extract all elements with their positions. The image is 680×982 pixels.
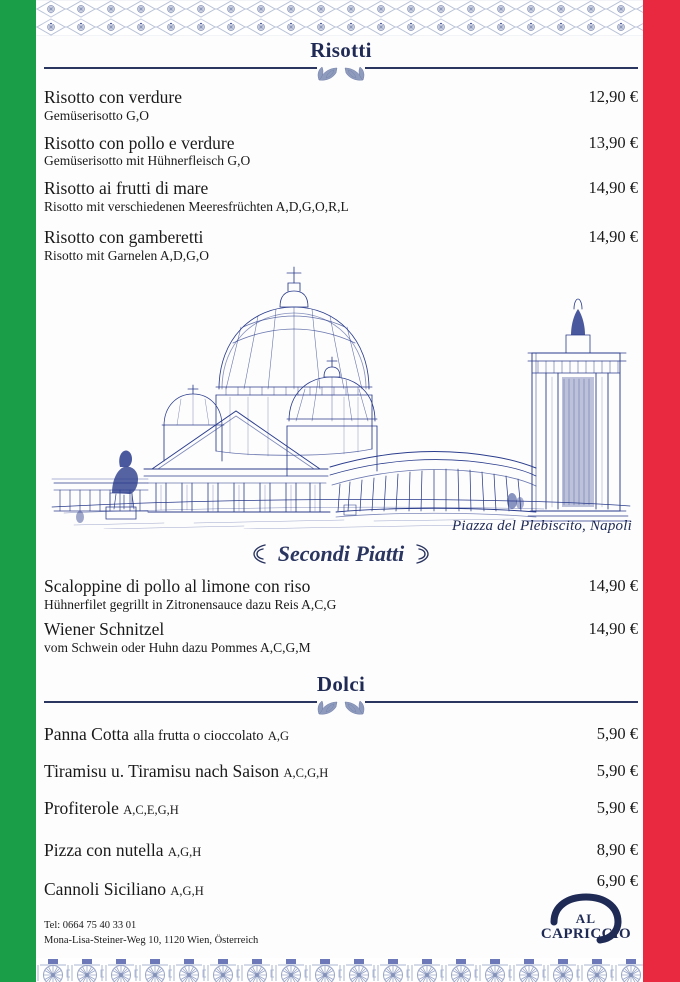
dish-title: Panna Cotta: [44, 723, 130, 744]
section-divider-dolci: [44, 698, 638, 718]
al-capriccio-logo-icon: [534, 892, 638, 948]
dish-name: [44, 724, 550, 746]
dish-name: [44, 761, 550, 783]
menu-item-row[interactable]: [44, 798, 638, 820]
flourish-left-icon: [251, 542, 269, 566]
dish-name: Risotto con pollo e verdure: [44, 132, 235, 153]
dish-name: Risotto ai frutti di mare: [44, 177, 209, 198]
contact-info: [44, 918, 258, 948]
dish-price: 14,90 €: [588, 177, 638, 197]
divider-line-left: [44, 67, 317, 69]
basilica-engraving-icon: [44, 261, 638, 529]
dish-allergens: A,C,G,H: [283, 765, 329, 780]
section-title-risotti: Risotti: [310, 38, 372, 62]
menu-list-risotti: [44, 87, 638, 265]
menu-item-row[interactable]: [44, 576, 638, 613]
section-header-risotti: [44, 38, 638, 84]
leaf-ornament-icon: [296, 696, 386, 722]
dish-price: 14,90 €: [588, 619, 638, 639]
phone-number[interactable]: Tel: 0664 75 40 33 01: [44, 919, 137, 931]
dish-name: Scaloppine di pollo al limone con riso: [44, 575, 311, 596]
red-flag-stripe: [643, 0, 680, 982]
dish-allergens: A,G,H: [170, 883, 204, 898]
flourish-right-icon: [413, 542, 431, 566]
dish-title: Profiterole: [44, 797, 119, 818]
dish-title: Cannoli Siciliano: [44, 878, 167, 899]
divider-line-right: [365, 701, 638, 703]
dish-allergens: A,G: [267, 728, 290, 743]
dish-name: [44, 840, 550, 862]
dish-allergens: A,C,E,G,H: [123, 802, 179, 817]
menu-content: [44, 36, 638, 901]
dish-allergens: A,G,H: [167, 844, 202, 859]
bottom-ornamental-border: [36, 958, 643, 982]
divider-line-left: [44, 701, 317, 703]
piazza-illustration: [44, 261, 638, 533]
dish-price: 12,90 €: [588, 87, 638, 107]
dish-price: 5,90 €: [596, 797, 638, 817]
dish-price: 8,90 €: [596, 839, 638, 859]
dish-name: [44, 798, 550, 820]
dish-description: Gemüserisotto G,O: [44, 107, 149, 123]
menu-item-row[interactable]: [44, 227, 638, 264]
dish-title: Pizza con nutella: [44, 839, 164, 860]
dish-name: Risotto con verdure: [44, 87, 183, 108]
dish-price: 5,90 €: [596, 723, 638, 743]
menu-item-row[interactable]: [44, 619, 638, 656]
dish-price: 14,90 €: [588, 227, 638, 247]
dish-name: Risotto con gamberetti: [44, 227, 204, 248]
restaurant-logo: [534, 892, 638, 948]
menu-item-row[interactable]: [44, 724, 638, 746]
dish-price: 14,90 €: [588, 575, 638, 595]
green-flag-stripe: [0, 0, 36, 982]
top-ornamental-border: [36, 0, 643, 36]
section-header-secondi-piatti: [44, 541, 638, 567]
divider-line-right: [365, 67, 638, 69]
logo-text-al: AL: [575, 911, 597, 926]
menu-list-dolci: [44, 724, 638, 901]
dish-description: vom Schwein oder Huhn dazu Pommes A,C,G,M: [44, 639, 311, 655]
dish-description: Hühnerfilet gegrillt in Zitronensauce dazu Reis A,C,G: [44, 596, 337, 612]
section-header-dolci: [44, 672, 638, 718]
page-footer: [44, 892, 638, 948]
dish-inline-description: alla frutta o cioccolato: [133, 727, 264, 744]
street-address: Mona-Lisa-Steiner-Weg 10, 1120 Wien, Österreich: [44, 934, 259, 946]
leaf-ornament-icon: [296, 62, 386, 88]
menu-item-row[interactable]: [44, 761, 638, 783]
section-title-dolci: Dolci: [316, 671, 366, 696]
dish-price: 13,90 €: [588, 132, 638, 152]
section-divider-risotti: [44, 64, 638, 84]
section-title-secondi-piatti: Secondi Piatti: [277, 540, 405, 566]
menu-item-row[interactable]: [44, 178, 638, 215]
dish-price: 5,90 €: [596, 760, 638, 780]
illustration-caption: Piazza del Plebiscito, Napoli: [452, 517, 632, 534]
menu-item-row[interactable]: [44, 133, 638, 170]
dish-name: Wiener Schnitzel: [44, 619, 165, 640]
menu-item-row[interactable]: [44, 840, 638, 862]
menu-list-secondi-piatti: [44, 576, 638, 657]
dish-description: Risotto mit verschiedenen Meeresfrüchten A,D,G,O,R,L: [44, 198, 349, 214]
logo-text-capriccio: CAPRICCIO: [540, 926, 632, 942]
menu-item-row[interactable]: [44, 87, 638, 124]
dish-title: Tiramisu u. Tiramisu nach Saison: [44, 760, 280, 781]
dish-description: Gemüserisotto mit Hühnerfleisch G,O: [44, 153, 251, 169]
dish-price: 6,90 €: [596, 870, 638, 890]
dish-description: Risotto mit Garnelen A,D,G,O: [44, 248, 209, 264]
